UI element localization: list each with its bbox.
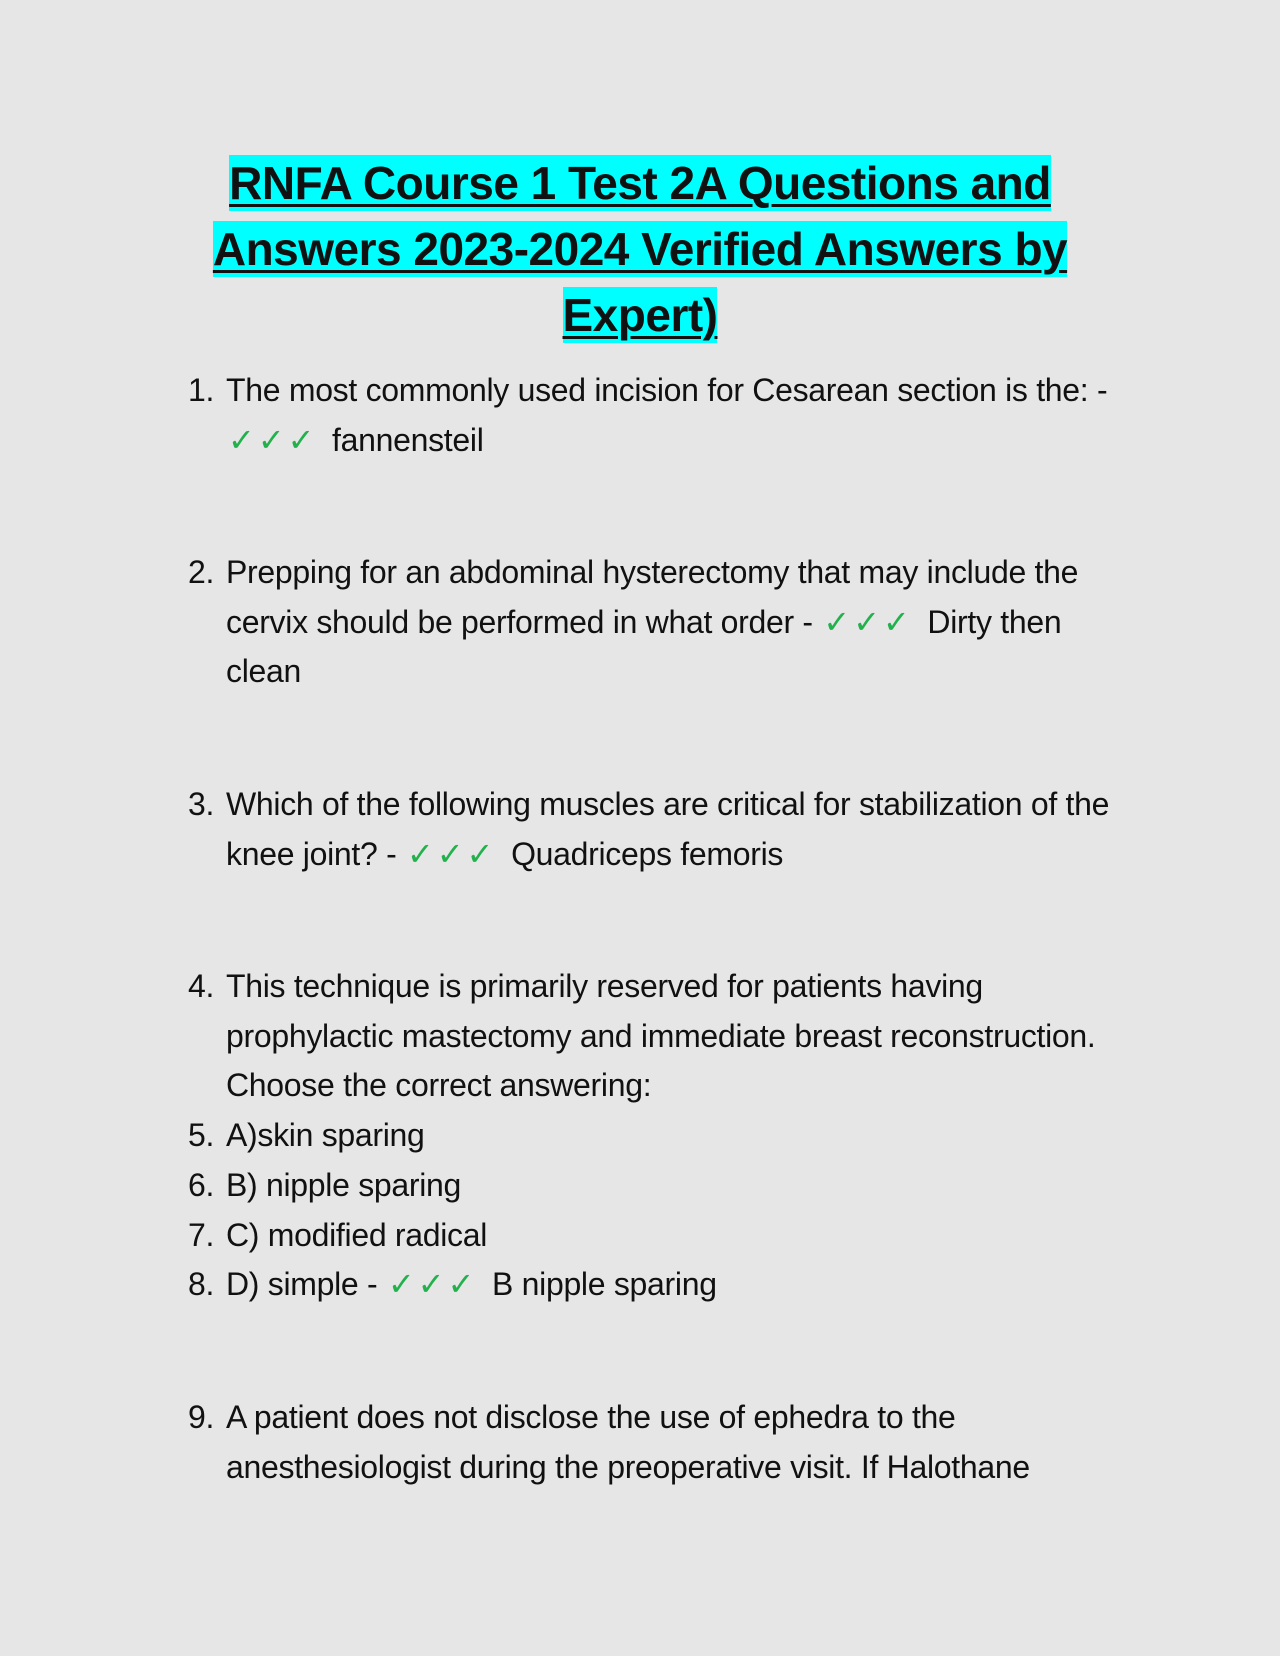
question-text: Prepping for an abdominal hysterectomy that may include the cervix should be performed in what order - [226,554,1079,640]
item-body [226,366,1128,465]
list-item [188,366,1128,465]
list-item [188,1211,1128,1261]
item-text: This technique is primarily reserved for patients having prophylactic mastectomy and immediate breast reconstruction. Choose the correct answering: [226,968,1096,1103]
item-text: C) modified radical [226,1217,488,1253]
question-text: Which of the following muscles are critical for stabilization of the knee joint? - [226,786,1110,872]
item-number: 5. [188,1117,215,1153]
item-text: B) nipple sparing [226,1167,462,1203]
item-number: 8. [188,1266,215,1302]
item-number: 6. [188,1167,215,1203]
item-number: 7. [188,1217,215,1253]
list-item [188,1111,1128,1161]
list-item [188,1393,1128,1492]
item-body [226,1260,1128,1310]
answer-text: fannensteil [332,421,484,458]
answer-text: Dirty then clean [226,603,1062,689]
checkmark-icon: ✓✓✓ [823,603,913,640]
title-text: RNFA Course 1 Test 2A Questions and Answers 2023-2024 Verified Answers by Expert) [212,157,1068,341]
item-body [226,780,1128,879]
item-number: 2. [188,554,215,590]
item-number: 9. [188,1399,215,1435]
answer-text: Quadriceps femoris [511,835,784,872]
item-text: A)skin sparing [226,1117,425,1153]
item-number: 3. [188,786,215,822]
question-text: The most commonly used incision for Cesarean section is the: - [226,372,1108,408]
item-body [226,548,1128,697]
checkmark-icon: ✓✓✓ [387,1266,478,1302]
item-text: A patient does not disclose the use of ephedra to the anesthesiologist during the preoperative visit. If Halothane [226,1399,1030,1485]
item-number: 1. [188,372,215,408]
answer-text: B nipple sparing [492,1266,717,1302]
checkmark-icon: ✓✓✓ [228,421,318,458]
list-item [188,548,1128,697]
list-item [188,962,1128,1111]
list-item [188,1260,1128,1310]
list-item [188,1161,1128,1211]
list-item [188,780,1128,879]
checkmark-icon: ✓✓✓ [407,835,497,872]
item-number: 4. [188,968,215,1004]
question-text: D) simple - [226,1266,378,1302]
